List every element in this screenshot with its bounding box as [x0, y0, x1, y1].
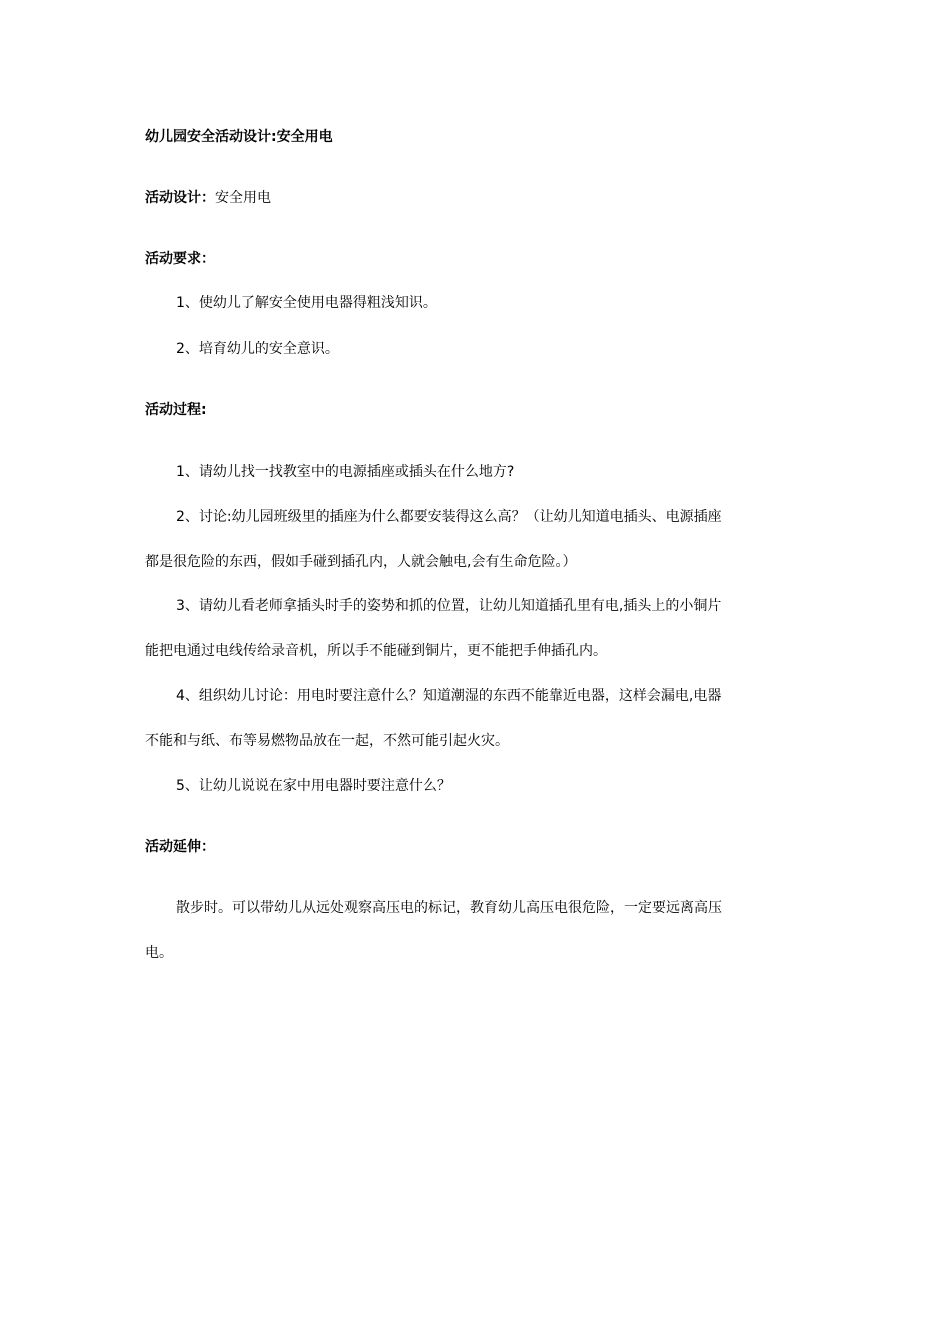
process-item-3-line-2: 能把电通过电线传给录音机，所以手不能碰到铜片，更不能把手伸插孔内。 [145, 643, 607, 659]
extension-line-2: 电。 [145, 945, 173, 961]
process-item-2-line-1: 2、讨论:幼儿园班级里的插座为什么都要安装得这么高？（让幼儿知道电插头、电源插座 [176, 509, 722, 525]
requirement-item-1: 1、使幼儿了解安全使用电器得粗浅知识。 [176, 295, 437, 311]
process-item-3-line-1: 3、请幼儿看老师拿插头时手的姿势和抓的位置，让幼儿知道插孔里有电,插头上的小铜片 [176, 598, 722, 614]
extension-line-1: 散步时。可以带幼儿从远处观察高压电的标记，教育幼儿高压电很危险，一定要远离高压 [176, 900, 722, 916]
process-heading: 活动过程: [145, 402, 207, 418]
process-item-4-line-2: 不能和与纸、布等易燃物品放在一起，不然可能引起火灾。 [145, 733, 509, 749]
design-value: 安全用电 [215, 190, 271, 206]
design-label: 活动设计： [145, 190, 215, 206]
requirement-item-2: 2、培育幼儿的安全意识。 [176, 341, 339, 357]
design-line [145, 188, 805, 208]
process-item-5: 5、让幼儿说说在家中用电器时要注意什么？ [176, 778, 451, 794]
process-item-2-line-2: 都是很危险的东西，假如手碰到插孔内，人就会触电,会有生命危险。） [145, 554, 577, 570]
requirements-heading: 活动要求： [145, 251, 215, 267]
process-item-1: 1、请幼儿找一找教室中的电源插座或插头在什么地方? [176, 464, 515, 480]
process-item-4-line-1: 4、组织幼儿讨论：用电时要注意什么？知道潮湿的东西不能靠近电器，这样会漏电,电器 [176, 688, 722, 704]
document-title: 幼儿园安全活动设计:安全用电 [145, 129, 333, 145]
extension-heading: 活动延伸： [145, 839, 215, 855]
